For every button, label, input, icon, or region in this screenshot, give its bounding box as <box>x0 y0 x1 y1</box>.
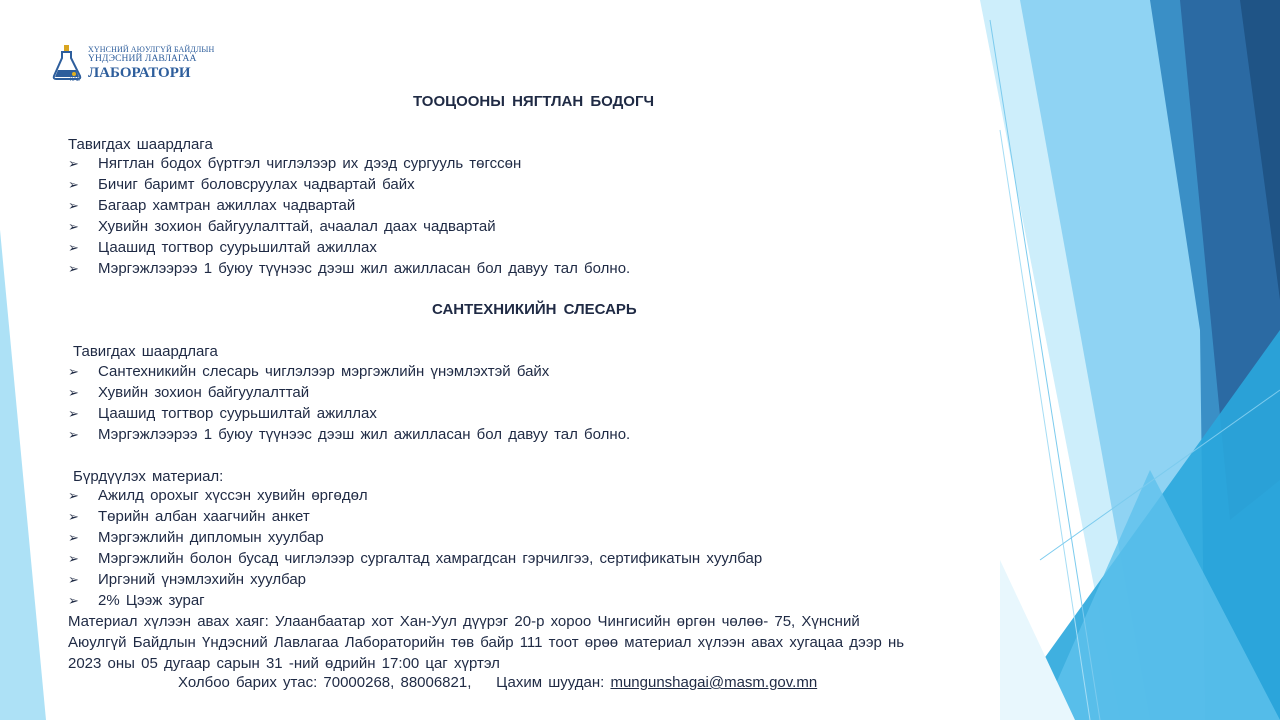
materials-heading: Бүрдүүлэх материал: <box>73 468 224 485</box>
submission-line-3: 2023 оны 05 дугаар сарын 31 -ний өдрийн 17:00 цаг хүртэл <box>68 655 500 672</box>
logo-line-1: ХҮНСНИЙ АЮУЛГҮЙ БАЙДЛЫН <box>88 45 215 54</box>
section1-title: ТООЦООНЫ НЯГТЛАН БОДОГЧ <box>413 93 655 110</box>
arrow-bullet-icon: ➢ <box>68 427 79 442</box>
list-item-text: Цаашид тогтвор суурьшилтай ажиллах <box>98 405 377 422</box>
list-item-text: Хувийн зохион байгуулалттай <box>98 384 310 401</box>
arrow-bullet-icon: ➢ <box>68 177 79 192</box>
contact-email-link[interactable]: mungunshagai@masm.gov.mn <box>610 674 818 691</box>
logo-line-3: ЛАБОРАТОРИ <box>88 64 191 81</box>
flask-logo-icon <box>50 44 84 82</box>
list-item-text: Мэргэжлээрээ 1 буюу түүнээс дээш жил ажилласан бол давуу тал болно. <box>98 426 631 443</box>
arrow-bullet-icon: ➢ <box>68 509 79 524</box>
left-bottom-shard <box>0 230 46 720</box>
arrow-bullet-icon: ➢ <box>68 551 79 566</box>
arrow-bullet-icon: ➢ <box>68 530 79 545</box>
list-item <box>68 361 630 382</box>
list-item <box>68 382 630 403</box>
arrow-bullet-icon: ➢ <box>68 593 79 608</box>
list-item-text: Бичиг баримт боловсруулах чадвартай байх <box>98 176 415 193</box>
list-item <box>68 527 762 548</box>
section2-requirements-list <box>68 361 630 445</box>
section1-requirements-heading: Тавигдах шаардлага <box>68 136 213 153</box>
section2-requirements-heading: Тавигдах шаардлага <box>73 343 218 360</box>
arrow-bullet-icon: ➢ <box>68 572 79 587</box>
section1-requirements-list <box>68 153 630 279</box>
list-item <box>68 258 630 279</box>
arrow-bullet-icon: ➢ <box>68 156 79 171</box>
list-item-text: Мэргэжлийн дипломын хуулбар <box>98 529 324 546</box>
list-item-text: Мэргэжлийн болон бусад чиглэлээр сургалтад хамрагдсан гэрчилгээ, сертификатын хуулбар <box>98 550 763 567</box>
list-item <box>68 485 762 506</box>
arrow-bullet-icon: ➢ <box>68 261 79 276</box>
svg-text:ХАБ: ХАБ <box>70 77 80 82</box>
arrow-bullet-icon: ➢ <box>68 198 79 213</box>
list-item-text: Төрийн албан хаагчийн анкет <box>98 508 310 525</box>
arrow-bullet-icon: ➢ <box>68 488 79 503</box>
list-item-text: Иргэний үнэмлэхийн хуулбар <box>98 571 307 588</box>
list-item <box>68 174 630 195</box>
arrow-bullet-icon: ➢ <box>68 219 79 234</box>
arrow-bullet-icon: ➢ <box>68 385 79 400</box>
list-item <box>68 506 762 527</box>
list-item-text: Хувийн зохион байгуулалттай, ачаалал даах чадвартай <box>98 218 496 235</box>
arrow-bullet-icon: ➢ <box>68 240 79 255</box>
list-item <box>68 403 630 424</box>
list-item <box>68 590 762 611</box>
list-item-text: 2% Цээж зураг <box>98 592 205 609</box>
arrow-bullet-icon: ➢ <box>68 406 79 421</box>
list-item <box>68 569 762 590</box>
contact-line <box>178 674 817 691</box>
list-item-text: Ажилд орохыг хүссэн хувийн өргөдөл <box>98 487 368 504</box>
list-item <box>68 424 630 445</box>
contact-email-label: Цахим шуудан: <box>496 674 605 691</box>
materials-list <box>68 485 762 611</box>
list-item-text: Нягтлан бодох бүртгэл чиглэлээр их дээд сургууль төгссөн <box>98 155 522 172</box>
list-item <box>68 153 630 174</box>
list-item <box>68 216 630 237</box>
list-item <box>68 548 762 569</box>
section2-title: САНТЕХНИКИЙН СЛЕСАРЬ <box>432 301 637 318</box>
list-item <box>68 237 630 258</box>
list-item <box>68 195 630 216</box>
contact-phones: Холбоо барих утас: 70000268, 88006821, <box>178 674 472 691</box>
list-item-text: Багаар хамтран ажиллах чадвартай <box>98 197 356 214</box>
submission-paragraph <box>68 611 1008 674</box>
list-item-text: Мэргэжлээрээ 1 буюу түүнээс дээш жил ажилласан бол давуу тал болно. <box>98 260 631 277</box>
submission-line-1: Материал хүлээн авах хаяг: Улаанбаатар хот Хан-Уул дүүрэг 20-р хороо Чингисийн өргөн чөлөө- 75, Хүнсний <box>68 613 860 630</box>
logo-line-2: ҮНДЭСНИЙ ЛАВЛАГАА <box>88 54 197 64</box>
list-item-text: Сантехникийн слесарь чиглэлээр мэргэжлийн үнэмлэхтэй байх <box>98 363 550 380</box>
laboratory-logo <box>50 44 220 84</box>
submission-line-2: Аюулгүй Байдлын Үндэсний Лавлагаа Лабораторийн төв байр 111 тоот өрөө материал хүлээн авах хугацаа дээр нь <box>68 634 905 651</box>
list-item-text: Цаашид тогтвор суурьшилтай ажиллах <box>98 239 377 256</box>
arrow-bullet-icon: ➢ <box>68 364 79 379</box>
